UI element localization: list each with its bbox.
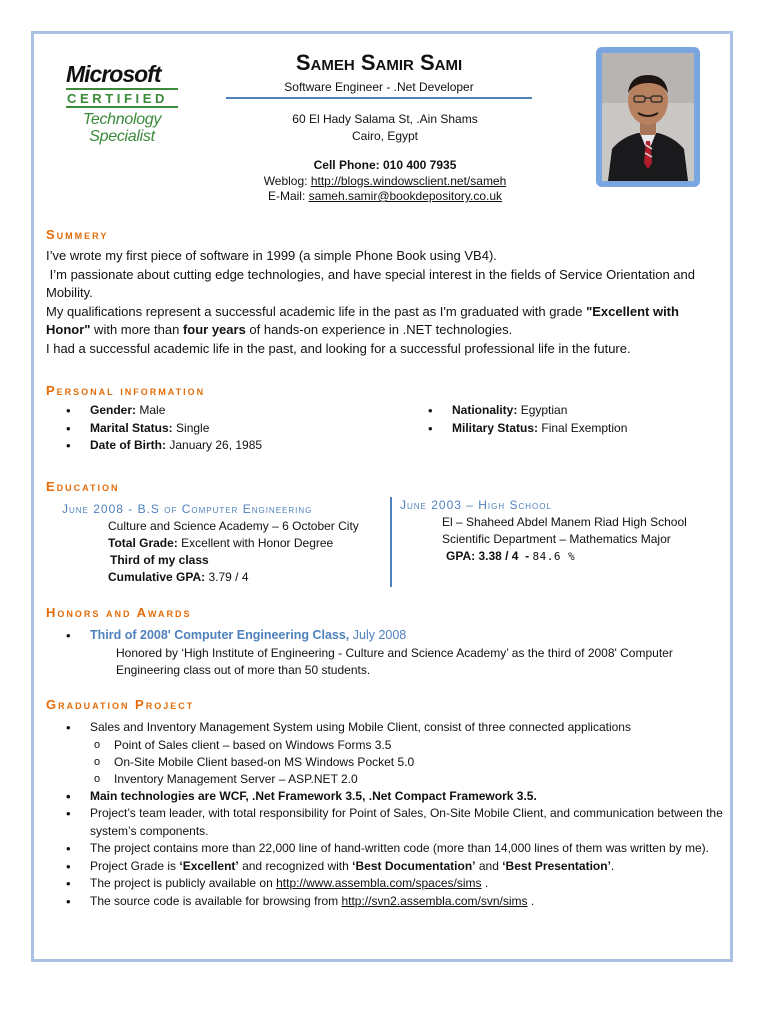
highschool-name: El – Shaheed Abdel Manem Riad High School xyxy=(442,515,687,529)
list-item: o Inventory Management Server – ASP.NET 2.0 xyxy=(46,771,736,788)
list-item: • Marital Status: Single xyxy=(46,420,406,438)
list-item: o On-Site Mobile Client based-on MS Windows Pocket 5.0 xyxy=(46,754,736,771)
list-item: • Project Grade is ‘Excellent’ and recognized with ‘Best Documentation’ and ‘Best Presentation’. xyxy=(46,858,736,876)
highschool-gpa: GPA: 3.38 / 4 - 84.6 % xyxy=(446,549,576,563)
university-title: June 2008 - B.S of Computer Engineering xyxy=(62,502,313,516)
honors-list xyxy=(46,627,736,645)
list-item: o Point of Sales client – based on Windows Forms 3.5 xyxy=(46,737,736,754)
logo-specialty xyxy=(66,111,178,145)
university-gpa: Cumulative GPA: 3.79 / 4 xyxy=(108,570,249,584)
education-divider xyxy=(390,497,392,587)
education-heading: Education xyxy=(46,479,120,494)
candidate-name: Sameh Samir Sami xyxy=(295,50,463,75)
list-item: • Date of Birth: January 26, 1985 xyxy=(46,437,406,455)
list-item: • Third of 2008' Computer Engineering Class, July 2008 xyxy=(46,627,736,645)
personal-right-list xyxy=(408,402,728,437)
profile-photo xyxy=(596,47,700,187)
education-university xyxy=(62,502,382,586)
summary-p1: I’ve wrote my first piece of software in 1999 (a simple Phone Book using VB4). xyxy=(46,248,497,263)
email: E-Mail: sameh.samir@bookdepository.co.uk xyxy=(267,189,503,203)
honors-heading: Honors and Awards xyxy=(46,605,192,620)
highschool-title: June 2003 – High School xyxy=(400,498,552,512)
list-item: • Nationality: Egyptian xyxy=(408,402,728,420)
list-item: • Sales and Inventory Management System using Mobile Client, consist of three connected applications xyxy=(46,719,736,737)
education-highschool xyxy=(400,498,720,565)
address-line1: 60 El Hady Salama St, .Ain Shams xyxy=(292,112,478,126)
list-item: • Project’s team leader, with total responsibility for Point of Sales, On-Site Mobile Client, and communication between the system’s components. xyxy=(46,805,736,840)
logo-line2: Specialist xyxy=(89,128,155,145)
project-public-link[interactable]: http://www.assembla.com/spaces/sims xyxy=(276,876,482,890)
summary-text xyxy=(46,247,726,358)
project-list xyxy=(46,719,736,737)
project-apps xyxy=(46,737,736,788)
summary-heading: Summery xyxy=(46,227,109,242)
contact-info xyxy=(226,158,544,205)
weblog-link[interactable]: http://blogs.windowsclient.net/sameh xyxy=(310,173,507,188)
summary-p4: I had a successful academic life in the past, and looking for a successful professional life in the future. xyxy=(46,340,631,356)
university-name: Culture and Science Academy – 6 October City xyxy=(108,519,359,533)
list-item: • The project contains more than 22,000 line of hand-written code (more than 14,000 lines of them was written by me). xyxy=(46,840,736,858)
phone: Cell Phone: 010 400 7935 xyxy=(313,158,457,172)
list-item: • The source code is available for browsing from http://svn2.assembla.com/svn/sims . xyxy=(46,893,736,911)
personal-heading: Personal information xyxy=(46,383,206,398)
address-line2: Cairo, Egypt xyxy=(351,129,419,143)
list-item: • Gender: Male xyxy=(46,402,406,420)
candidate-role: Software Engineer - .Net Developer xyxy=(284,80,474,94)
microsoft-certified-logo xyxy=(66,62,184,145)
project-heading: Graduation Project xyxy=(46,697,195,712)
address xyxy=(226,111,544,145)
list-item: • Military Status: Final Exemption xyxy=(408,420,728,438)
project-details xyxy=(46,788,736,911)
header-divider xyxy=(226,97,532,99)
logo-certified: CERTIFIED xyxy=(66,88,178,108)
weblog: Weblog: http://blogs.windowsclient.net/sameh xyxy=(263,173,507,188)
email-link[interactable]: sameh.samir@bookdepository.co.uk xyxy=(308,189,503,203)
summary-p2: I’m passionate about cutting edge technologies, and have special interest in the fields of Service Orientation and Mobility. xyxy=(46,266,699,300)
list-item: • The project is publicly available on http://www.assembla.com/spaces/sims . xyxy=(46,875,736,893)
university-grade: Total Grade: Excellent with Honor Degree xyxy=(108,536,334,550)
university-rank: Third of my class xyxy=(110,553,209,567)
list-item: • Main technologies are WCF, .Net Framework 3.5, .Net Compact Framework 3.5. xyxy=(46,788,736,806)
summary-p3: My qualifications represent a successful academic life in the past as I'm graduated with grade "Excellent with Honor" with more than four years of hands-on experience in .NET technologies. xyxy=(46,303,679,337)
personal-left-list xyxy=(46,402,406,455)
logo-brand: Microsoft xyxy=(66,61,161,87)
highschool-department: Scientific Department – Mathematics Major xyxy=(442,532,671,546)
honors-description: Honored by ‘High Institute of Engineering - Culture and Science Academy’ as the third of 2008' Computer Engineering class out of more than 50 students. xyxy=(116,646,673,677)
logo-line1: Technology xyxy=(82,111,162,128)
project-body xyxy=(46,719,736,910)
project-source-link[interactable]: http://svn2.assembla.com/svn/sims xyxy=(341,893,528,908)
person-portrait-icon xyxy=(602,53,694,181)
